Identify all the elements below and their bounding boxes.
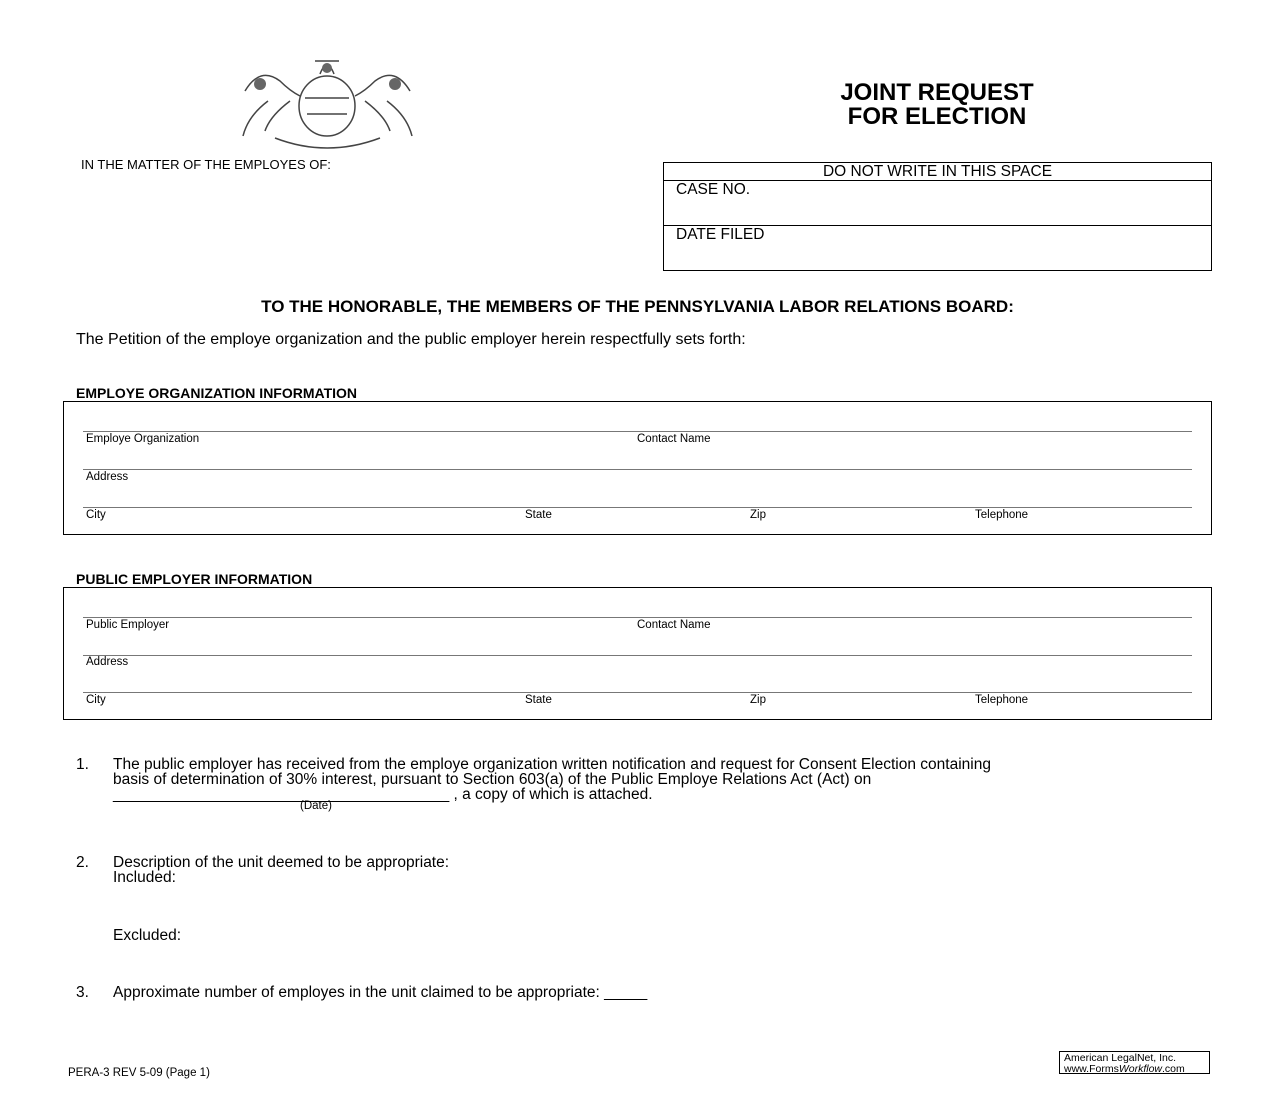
employer-contact-label: Contact Name bbox=[637, 619, 711, 631]
publisher-url: www.FormsWorkflow.com bbox=[1064, 1063, 1185, 1075]
org-state-label: State bbox=[525, 509, 552, 521]
org-address-label: Address bbox=[86, 471, 129, 483]
state-seal-icon bbox=[225, 46, 430, 151]
employer-section-box bbox=[63, 587, 1212, 720]
employer-name-line[interactable] bbox=[83, 617, 1192, 618]
case-no-field: CASE NO. bbox=[664, 181, 1211, 226]
org-address-line[interactable] bbox=[83, 469, 1192, 470]
form-title-line2: FOR ELECTION bbox=[847, 103, 1027, 130]
employer-section-heading: PUBLIC EMPLOYER INFORMATION bbox=[76, 571, 313, 587]
org-name-line[interactable] bbox=[83, 431, 1192, 432]
item-1-date-label: (Date) bbox=[300, 800, 332, 812]
form-footer-id: PERA-3 REV 5-09 (Page 1) bbox=[68, 1067, 210, 1079]
form-title-line1: JOINT REQUEST bbox=[840, 79, 1034, 106]
date-filed-field: DATE FILED bbox=[676, 226, 765, 243]
employer-telephone-label: Telephone bbox=[975, 694, 1029, 706]
addressee-heading: TO THE HONORABLE, THE MEMBERS OF THE PENNSYLVANIA LABOR RELATIONS BOARD: bbox=[261, 297, 1014, 316]
employer-city-line[interactable] bbox=[83, 692, 1192, 693]
item-3-text: Approximate number of employes in the unit claimed to be appropriate: _____ bbox=[113, 984, 648, 1001]
employer-address-line[interactable] bbox=[83, 655, 1192, 656]
org-name-label: Employe Organization bbox=[86, 433, 200, 445]
org-section-heading: EMPLOYE ORGANIZATION INFORMATION bbox=[76, 385, 358, 401]
org-contact-label: Contact Name bbox=[637, 433, 711, 445]
matter-label: IN THE MATTER OF THE EMPLOYES OF: bbox=[81, 157, 331, 172]
office-use-header: DO NOT WRITE IN THIS SPACE bbox=[664, 163, 1211, 181]
item-1-line1: The public employer has received from the employe organization written notification and request for Consent Election containing bbox=[113, 756, 991, 773]
employer-city-label: City bbox=[86, 694, 106, 706]
item-1-line3: _______________________________________ , a copy of which is attached. bbox=[113, 786, 653, 803]
employer-state-label: State bbox=[525, 694, 552, 706]
item-1-line2: basis of determination of 30% interest, pursuant to Section 603(a) of the Public Employe Relations Act (Act) on bbox=[113, 771, 872, 788]
item-2-text: Description of the unit deemed to be appropriate: bbox=[113, 854, 450, 871]
org-city-label: City bbox=[86, 509, 106, 521]
employer-address-label: Address bbox=[86, 656, 129, 668]
excluded-label: Excluded: bbox=[113, 927, 182, 944]
publisher-name: American LegalNet, Inc. bbox=[1064, 1052, 1177, 1064]
employer-name-label: Public Employer bbox=[86, 619, 170, 631]
publisher-badge bbox=[1059, 1051, 1210, 1074]
office-use-box bbox=[663, 162, 1212, 271]
employer-zip-label: Zip bbox=[750, 694, 766, 706]
org-zip-label: Zip bbox=[750, 509, 766, 521]
org-city-line[interactable] bbox=[83, 507, 1192, 508]
item-2-number: 2. bbox=[76, 854, 89, 871]
org-telephone-label: Telephone bbox=[975, 509, 1029, 521]
intro-text: The Petition of the employe organization and the public employer herein respectfully sets forth: bbox=[76, 331, 746, 348]
item-3-number: 3. bbox=[76, 984, 89, 1001]
org-section-box bbox=[63, 401, 1212, 535]
included-label: Included: bbox=[113, 869, 176, 886]
item-1-number: 1. bbox=[76, 756, 89, 773]
